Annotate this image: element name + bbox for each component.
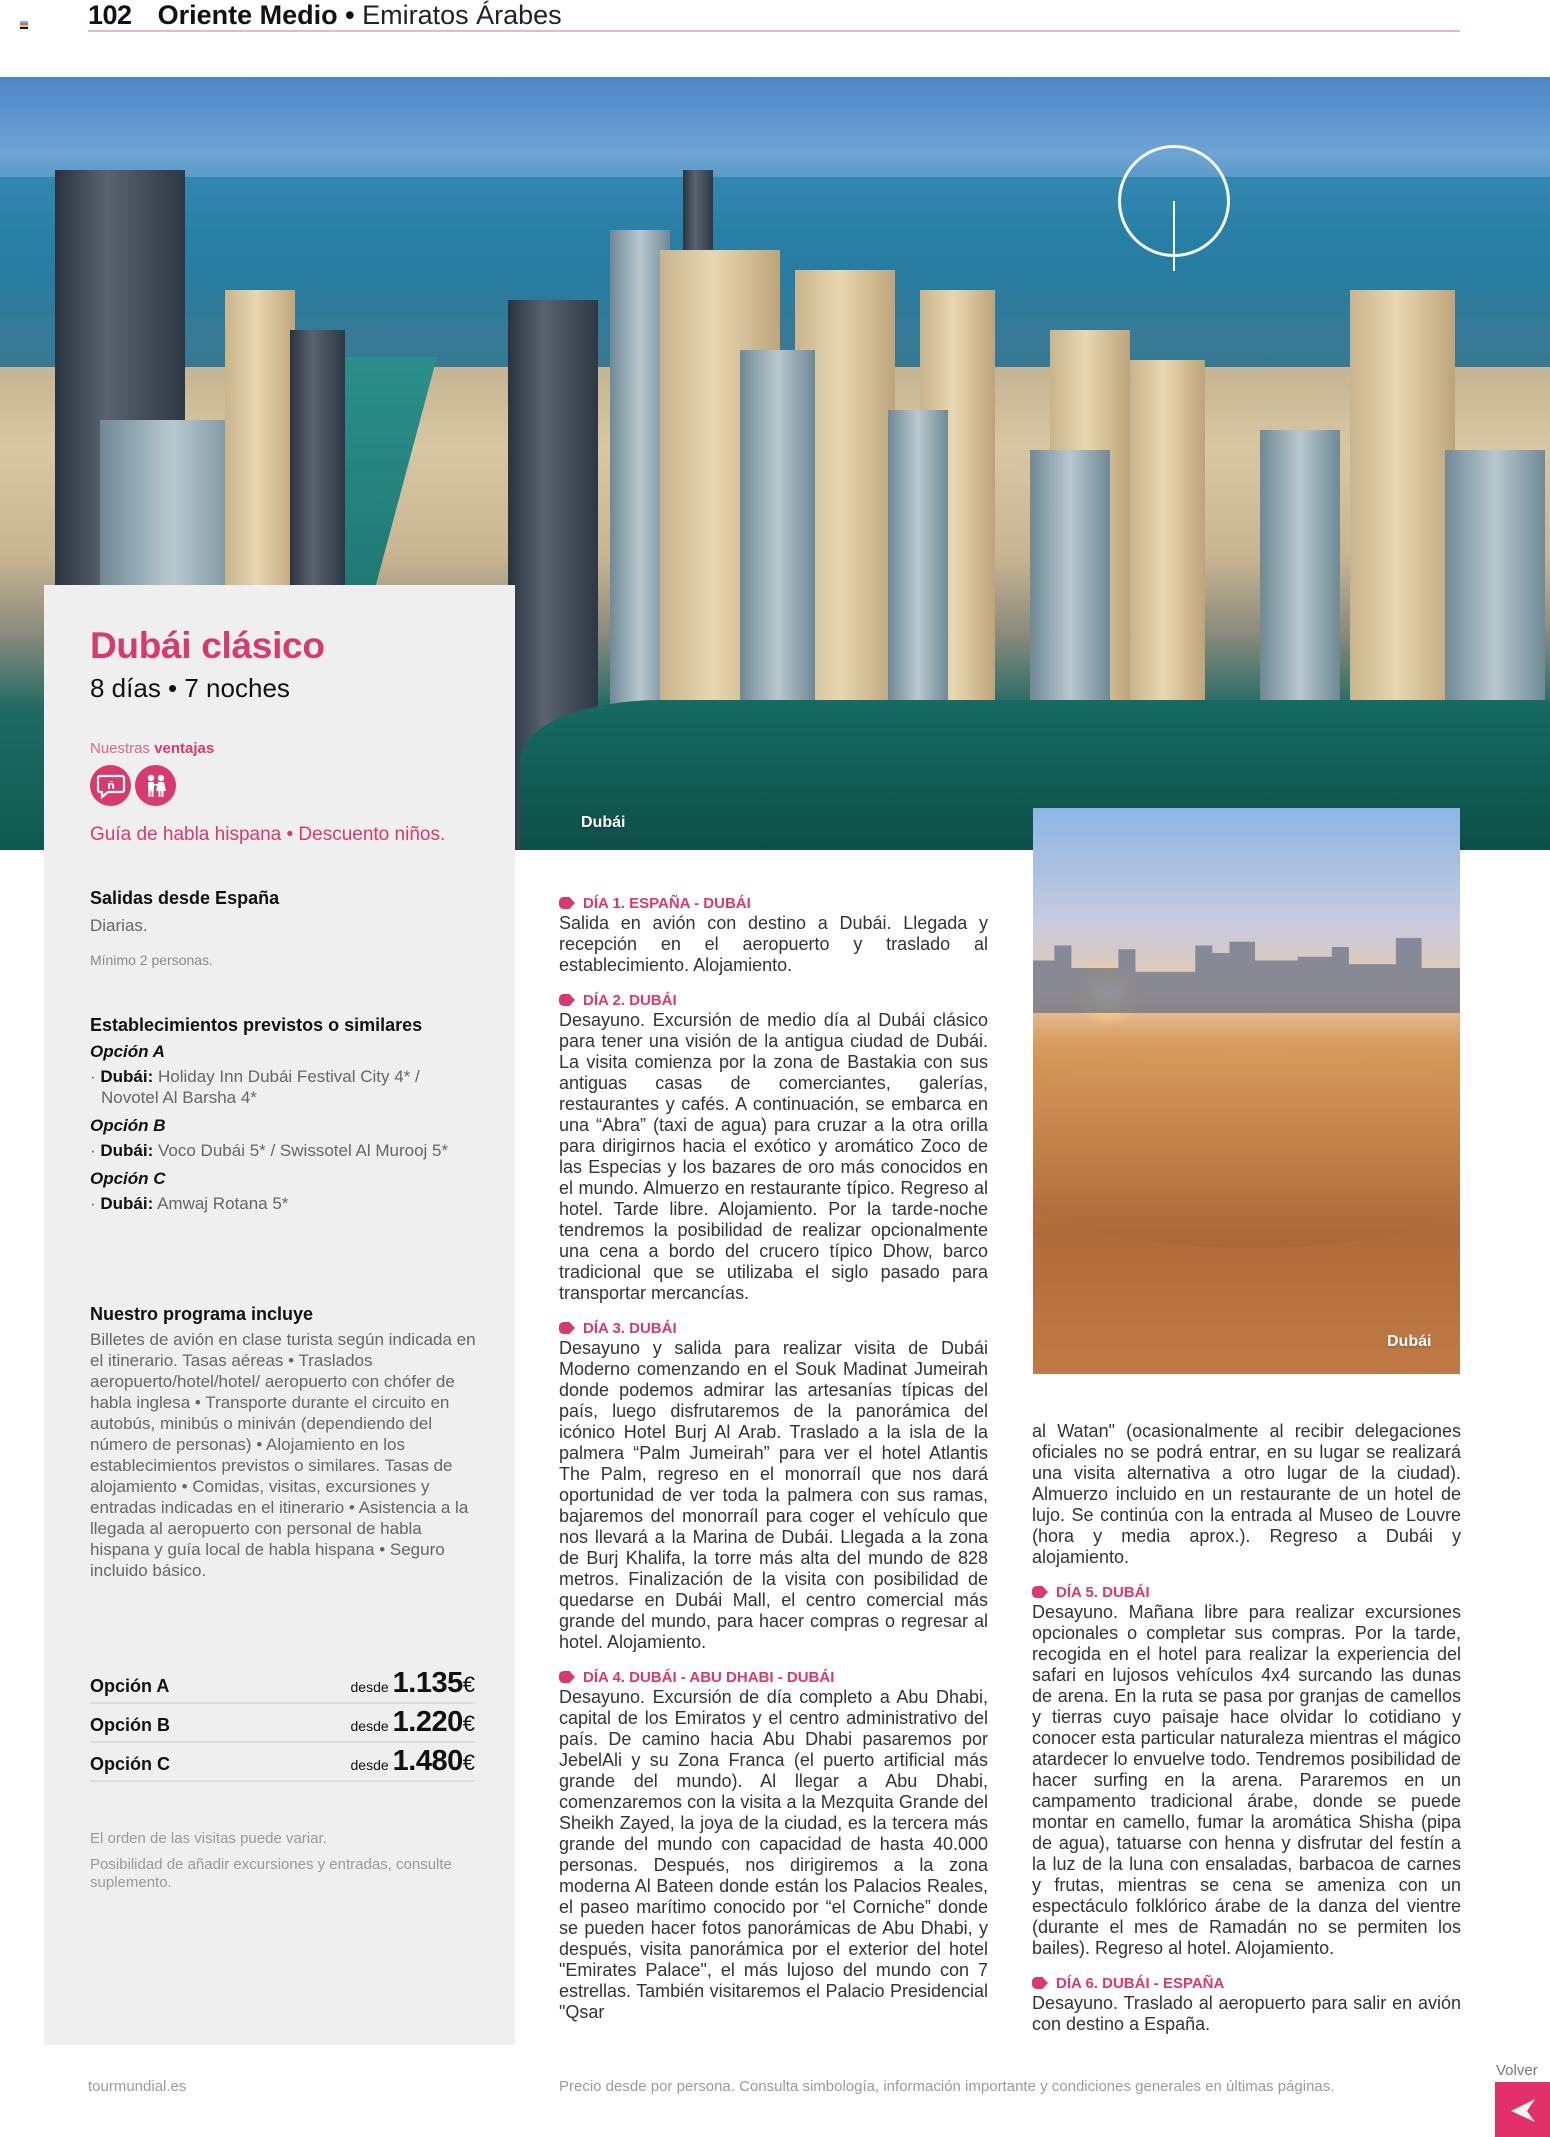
- day-bullet-icon: [559, 897, 575, 909]
- hotel-option-a-label: Opción A: [90, 1042, 165, 1061]
- departures-value: Diarias.: [90, 916, 148, 935]
- advantage-icons: [90, 765, 176, 806]
- hotel-option-c: · Dubái: Amwaj Rotana 5*: [90, 1194, 289, 1213]
- itinerary-day-6: DÍA 6. DUBÁI - ESPAÑA Desayuno. Traslado al aeropuerto para salir en avión con destino a España.: [1032, 1974, 1461, 2034]
- itinerary-day-3: DÍA 3. DUBÁI Desayuno y salida para realizar visita de Dubái Moderno comenzando en el Souk Madinat Jumeirah donde podemos admirar las artesanías típicas del país, luego disfrutaremos de la panorámica del icónico Hotel Burj Al Arab. Traslado a la isla de la palmera “Palm Jumeirah” para ver el hotel Atlantis The Palm, regreso en el monorraíl que nos dará oportunidad de ver toda la palmera con sus ramas, bajaremos del monorraíl para coger el vehículo que nos llevará a la Marina de Dubái. Llegada a la zona de Burj Khalifa, la torre más alta del mundo de 828 metros. Finalización de la visita con posibilidad de quedarse en Dubái Mall, el centro comercial más grande del mundo, para hacer compras o regresar al hotel. Alojamiento.: [559, 1319, 988, 1652]
- hotel-option-c-label: Opción C: [90, 1169, 166, 1188]
- section-title: [158, 0, 562, 31]
- itinerary-day-4-continued: al Watan" (ocasionalmente al recibir delegaciones oficiales no se podrá entrar, en su lugar se realizará una visita alternativa a otro lugar de la ciudad). Almuerzo incluido en un restaurante de un hotel de lujo. Se continúa con la entrada al Museo de Louvre (hora y media aprox.). Regreso a Dubái y alojamiento.: [1032, 1421, 1461, 1567]
- footer-price-note: Precio desde por persona. Consulta simbología, información importante y condiciones generales en últimas páginas.: [559, 2078, 1335, 2095]
- region-name: Oriente Medio: [157, 0, 338, 30]
- country-name: Emiratos Árabes: [362, 0, 562, 30]
- title-separator: •: [345, 0, 355, 30]
- advantages-text: Guía de habla hispana • Descuento niños.: [90, 824, 446, 845]
- footer-website[interactable]: tourmundial.es: [88, 2078, 187, 2095]
- spanish-guide-icon: [90, 765, 131, 806]
- hotels-section: [90, 1015, 480, 1222]
- ain-dubai-wheel: [1118, 145, 1230, 257]
- desert-skyline-photo: [1033, 808, 1460, 1374]
- trip-title: Dubái clásico: [90, 625, 325, 666]
- advantages-label: Nuestras ventajas: [90, 740, 215, 757]
- note-visit-order: El orden de las visitas puede variar.: [90, 1830, 327, 1847]
- itinerary-day-4: DÍA 4. DUBÁI - ABU DHABI - DUBÁI Desayuno. Excursión de día completo a Abu Dhabi, capital de los Emiratos y el centro administrativo del país. De camino hacia Abu Dhabi pasaremos por JebelAli y su Zona Franca (el puerto artificial más grande del mundo). Al llegar a Abu Dhabi, comenzaremos con la visita a la Mezquita Grande del Sheikh Zayed, la joya de la ciudad, es la tercera más grande del mundo con capacidad de hasta 40.000 personas. Después, nos dirigiremos a la zona moderna Al Bateen donde están los Palacios Reales, el paseo marítimo conocido por “el Corniche” donde se pueden hacer fotos panorámicas de Abu Dhabi, y después, visita panorámica por el exterior del hotel "Emirates Palace", el más lujoso del mundo con 7 estrellas. También visitaremos el Palacio Presidencial "Qsar: [559, 1668, 988, 2022]
- back-button[interactable]: [1495, 2082, 1550, 2137]
- day-bullet-icon: [559, 1322, 575, 1334]
- children-discount-icon: [135, 765, 176, 806]
- day-bullet-icon: [559, 1671, 575, 1683]
- note-extras: Posibilidad de añadir excursiones y entradas, consulte suplemento.: [90, 1856, 452, 1891]
- price-row-option-a: Opción A desde 1.135€: [90, 1665, 475, 1704]
- itinerary-day-1: DÍA 1. ESPAÑA - DUBÁI Salida en avión con destino a Dubái. Llegada y recepción en el aeropuerto y traslado al establecimiento. Alojamiento.: [559, 894, 988, 975]
- day-bullet-icon: [1032, 1977, 1048, 1989]
- hotel-option-b: · Dubái: Voco Dubái 5* / Swissotel Al Murooj 5*: [90, 1141, 449, 1160]
- back-label: Volver: [1496, 2062, 1538, 2079]
- price-row-option-c: Opción C desde 1.480€: [90, 1743, 475, 1782]
- trip-info-panel: [44, 585, 515, 2045]
- panel-notes: [90, 1830, 475, 1900]
- trip-duration: 8 días • 7 noches: [90, 673, 290, 703]
- hotels-heading: Establecimientos previstos o similares: [90, 1015, 423, 1035]
- day-bullet-icon: [559, 994, 575, 1006]
- includes-text: Billetes de avión en clase turista según indicada en el itinerario. Tasas aéreas • Traslados aeropuerto/hotel/hotel/ aeropuerto con chófer de habla inglesa • Transporte durante el circuito en autobús, minibús o miniván (dependiendo del número de personas) • Alojamiento en los establecimientos previstos o similares. Tasas de alojamiento • Comidas, visitas, excursiones y entradas indicadas en el itinerario • Asistencia a la llegada al aeropuerto con personal de habla hispana y guía local de habla hispana • Seguro incluido básico.: [90, 1330, 476, 1580]
- itinerary-day-2: DÍA 2. DUBÁI Desayuno. Excursión de medio día al Dubái clásico para tener una visión de la antigua ciudad de Dubái. La visita comienza por la zona de Bastakia con sus antiguas casas de comerciantes, galerías, restaurantes y cafés. A continuación, se embarca en una “Abra” (taxi de agua) para cruzar a la otra orilla para dirigirnos hacia el exótico y aromático Zoco de las Especias y los bazares de oro más conocidos en el mundo. Almuerzo en restaurante típico. Regreso al hotel. Tarde libre. Alojamiento. Por la tarde-noche tendremos la posibilidad de realizar opcionalmente una cena a bordo del crucero típico Dhow, barco tradicional que se utilizaba el siglo pasado para transportar mercancías.: [559, 991, 988, 1303]
- day-bullet-icon: [1032, 1586, 1048, 1598]
- includes-heading: Nuestro programa incluye: [90, 1304, 314, 1324]
- hotel-option-b-label: Opción B: [90, 1116, 166, 1135]
- departures-heading: Salidas desde España: [90, 888, 280, 908]
- page-number: 102: [88, 0, 132, 30]
- departures-section: [90, 888, 480, 968]
- hero-photo-caption: Dubái: [581, 814, 626, 831]
- desert-photo-caption: Dubái: [1387, 1333, 1432, 1350]
- hotel-option-a: · Dubái: Holiday Inn Dubái Festival City 4* / Novotel Al Barsha 4*: [90, 1067, 420, 1107]
- itinerary-column-2: [1032, 1421, 1461, 2049]
- includes-section: [90, 1304, 480, 1581]
- page-header: [88, 0, 1460, 32]
- print-color-mark: [20, 21, 28, 29]
- back-arrow-icon: [1509, 2096, 1537, 2124]
- price-table: [90, 1665, 475, 1782]
- itinerary-day-5: DÍA 5. DUBÁI Desayuno. Mañana libre para realizar excursiones opcionales o completar sus compras. Por la tarde, recogida en el hotel para realizar la experiencia del safari en lujosos vehículos 4x4 surcando las dunas de arena. En la ruta se pasa por granjas de camellos y tierras cuyo paisaje hace olvidar lo cotidiano y conocer esta particular naturaleza mientras el mágico atardecer lo envuelve todo. Tendremos posibilidad de hacer surfing en la arena. Pararemos en un campamento tradicional árabe, donde se puede montar en camello, fumar la aromática Shisha (pipa de agua), tatuarse con henna y disfrutar del festín a la luz de la luna con ensaladas, barbacoa de carnes y frutas, mientras se cena se ameniza con un espectáculo folklórico árabe de la danza del vientre (durante el mes de Ramadán no se permiten los bailes). Regreso al hotel. Alojamiento.: [1032, 1583, 1461, 1958]
- svg-text:ñ: ñ: [106, 778, 115, 792]
- itinerary-column-1: [559, 893, 988, 2037]
- minimum-people: Mínimo 2 personas.: [90, 952, 213, 968]
- price-row-option-b: Opción B desde 1.220€: [90, 1704, 475, 1743]
